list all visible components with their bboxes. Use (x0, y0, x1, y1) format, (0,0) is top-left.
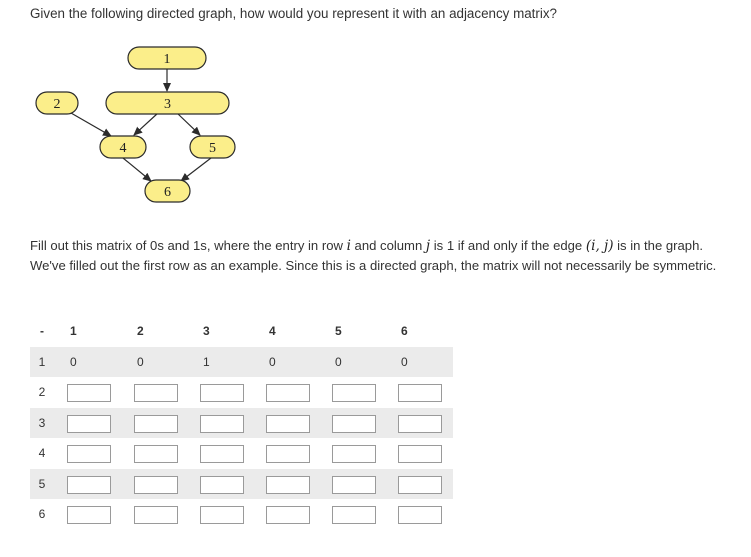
matrix-row-6 (30, 499, 453, 530)
matrix-cell-input-r3-c2[interactable] (134, 415, 178, 433)
edge-3-to-5 (177, 113, 200, 135)
matrix-cell-value: 0 (137, 354, 144, 369)
instructions-part-4: is in the graph. We've filled out the first row as an example. Since this is a directed graph, the matrix will not necessarily be symmetric. (30, 238, 717, 273)
matrix-cell-input-r5-c5[interactable] (332, 476, 376, 494)
graph-node-label: 3 (164, 97, 171, 112)
matrix-column-header-5: 5 (335, 324, 342, 338)
matrix-column-header-1: 1 (70, 324, 77, 338)
graph-node-3 (106, 92, 229, 114)
matrix-row-label: 4 (38, 446, 46, 460)
matrix-header-row (30, 316, 453, 347)
matrix-corner: - (40, 324, 44, 338)
matrix-cell-input-r5-c4[interactable] (266, 476, 310, 494)
instructions (30, 236, 720, 275)
instructions-part-3: is 1 if and only if the edge (433, 238, 583, 253)
matrix-cell-input-r3-c3[interactable] (200, 415, 244, 433)
graph-node-6 (145, 180, 190, 202)
graph-node-label: 2 (53, 97, 61, 112)
matrix-cell-input-r5-c3[interactable] (200, 476, 244, 494)
matrix-cell-value: 0 (70, 354, 77, 369)
matrix-cell-input-r6-c3[interactable] (200, 506, 244, 524)
math-variable-i: i (346, 238, 351, 254)
graph-node-label: 6 (164, 185, 171, 200)
matrix-row-5 (30, 469, 453, 500)
matrix-cell-input-r5-c2[interactable] (134, 476, 178, 494)
matrix-cell-input-r4-c6[interactable] (398, 445, 442, 463)
matrix-cell-input-r4-c4[interactable] (266, 445, 310, 463)
matrix-cell-value: 0 (269, 354, 276, 369)
matrix-row-2 (30, 377, 453, 408)
matrix-cell-input-r6-c5[interactable] (332, 506, 376, 524)
graph-node-1 (128, 47, 206, 69)
matrix-row-label: 1 (38, 354, 46, 369)
matrix-row-1 (30, 347, 453, 378)
graph-node-label: 1 (163, 52, 171, 67)
matrix-cell-input-r4-c3[interactable] (200, 445, 244, 463)
graph-node-label: 4 (119, 141, 127, 156)
matrix-cell-input-r2-c4[interactable] (266, 384, 310, 402)
matrix-row-label: 3 (38, 415, 46, 430)
matrix-cell-input-r3-c5[interactable] (332, 415, 376, 433)
matrix-cell-input-r2-c5[interactable] (332, 384, 376, 402)
matrix-cell-input-r6-c4[interactable] (266, 506, 310, 524)
graph-node-2 (36, 92, 78, 114)
matrix-cell-value: 0 (401, 354, 408, 369)
edge-3-to-4 (134, 113, 158, 135)
graph-node-4 (100, 136, 146, 158)
matrix-cell-input-r2-c6[interactable] (398, 384, 442, 402)
matrix-cell-input-r3-c1[interactable] (67, 415, 111, 433)
math-edge-ij: (i, j) (585, 238, 614, 254)
instructions-part-1: Fill out this matrix of 0s and 1s, where the entry in row (30, 238, 343, 253)
matrix-cell-input-r6-c1[interactable] (67, 506, 111, 524)
math-variable-j: j (425, 238, 431, 254)
graph-node-label: 5 (209, 141, 216, 156)
edge-2-to-4 (71, 113, 111, 136)
matrix-cell-input-r5-c6[interactable] (398, 476, 442, 494)
matrix-cell-input-r2-c1[interactable] (67, 384, 111, 402)
adjacency-matrix (30, 316, 453, 530)
instructions-part-2: and column (354, 238, 423, 253)
question-text: Given the following directed graph, how would you represent it with an adjacency matrix? (30, 6, 557, 21)
edge-4-to-6 (123, 158, 151, 181)
matrix-row-label: 6 (38, 507, 46, 521)
matrix-cell-input-r4-c1[interactable] (67, 445, 111, 463)
matrix-cell-value: 1 (203, 354, 210, 369)
matrix-cell-input-r2-c2[interactable] (134, 384, 178, 402)
matrix-column-header-6: 6 (401, 324, 408, 338)
matrix-row-label: 5 (38, 476, 46, 491)
matrix-cell-input-r6-c2[interactable] (134, 506, 178, 524)
matrix-cell-input-r2-c3[interactable] (200, 384, 244, 402)
matrix-column-header-3: 3 (203, 324, 210, 338)
matrix-row-label: 2 (38, 385, 46, 399)
matrix-column-header-2: 2 (137, 324, 144, 338)
edge-5-to-6 (181, 158, 211, 181)
matrix-row-3 (30, 408, 453, 439)
matrix-column-header-4: 4 (269, 324, 276, 338)
matrix-cell-input-r6-c6[interactable] (398, 506, 442, 524)
graph-node-5 (190, 136, 235, 158)
matrix-row-4 (30, 438, 453, 469)
matrix-cell-input-r4-c5[interactable] (332, 445, 376, 463)
directed-graph (0, 0, 751, 230)
matrix-cell-input-r3-c4[interactable] (266, 415, 310, 433)
matrix-cell-input-r5-c1[interactable] (67, 476, 111, 494)
matrix-cell-input-r4-c2[interactable] (134, 445, 178, 463)
matrix-cell-input-r3-c6[interactable] (398, 415, 442, 433)
matrix-cell-value: 0 (335, 354, 342, 369)
